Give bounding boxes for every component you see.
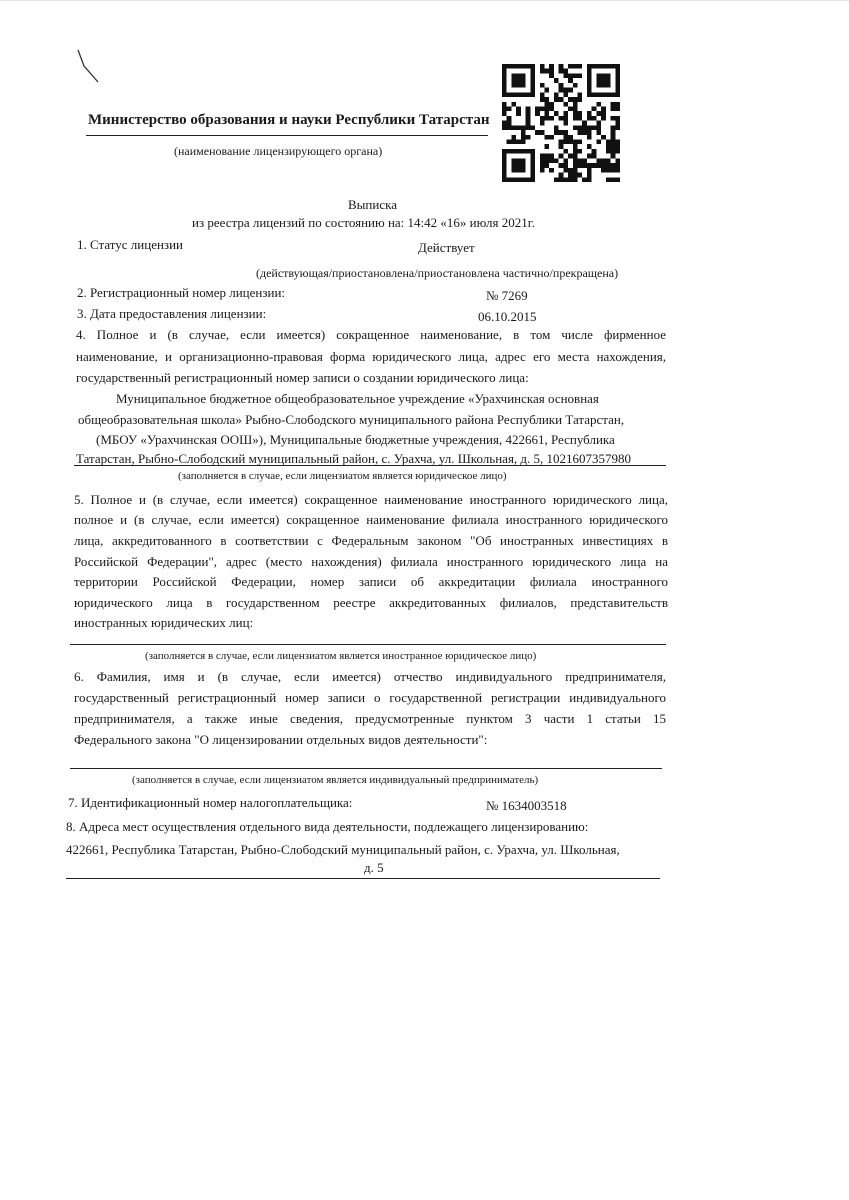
activity-address-label: 8. Адреса мест осуществления отдельного вида деятельности, подлежащего лицензированию: xyxy=(66,819,589,834)
registration-number-value: № 7269 xyxy=(486,288,528,303)
item6-text-line: Федерального закона "О лицензировании отдельных видов деятельности": xyxy=(74,732,488,747)
item5-text-line: полное и (в случае, если имеется) сокращенное наименование филиала иностранного юридического xyxy=(74,512,668,527)
status-value: Действует xyxy=(418,240,475,255)
authority-caption: (наименование лицензирующего органа) xyxy=(174,144,383,158)
qr-code xyxy=(502,64,620,182)
item6-text-line: 6. Фамилия, имя и (в случае, если имеется) отчество индивидуального предпринимателя, xyxy=(74,669,666,684)
authority-underline xyxy=(86,135,488,136)
legal-entity-name-line: Татарстан, Рыбно-Слободский муниципальный район, с. Урахча, ул. Школьная, д. 5, 1021607357980 xyxy=(76,451,632,466)
activity-address-value: 422661, Республика Татарстан, Рыбно-Слободский муниципальный район, с. Урахча, ул. Школьная, xyxy=(66,842,620,857)
item4-text-line: наименование, и организационно-правовая форма юридического лица, адрес его места нахождения, xyxy=(76,349,666,364)
item5-text-line: иностранных юридических лиц: xyxy=(74,615,254,630)
registration-number-label: 2. Регистрационный номер лицензии: xyxy=(77,285,286,300)
item4-text-line: государственный регистрационный номер записи о создании юридического лица: xyxy=(76,370,529,385)
document-title: Выписка xyxy=(348,197,397,212)
legal-entity-name-line: (МБОУ «Урахчинская ООШ»), Муниципальные бюджетные учреждения, 422661, Республика xyxy=(96,432,615,447)
pen-stroke-mark xyxy=(76,48,100,84)
status-caption: (действующая/приостановлена/приостановлена частично/прекращена) xyxy=(256,266,619,280)
item5-text-line: юридического лица в государственном реестре аккредитованных филиалов, представительств xyxy=(74,595,668,610)
legal-entity-name-line: Муниципальное бюджетное общеобразовательное учреждение «Урахчинская основная xyxy=(116,391,599,406)
inn-label: 7. Идентификационный номер налогоплательщика: xyxy=(68,795,353,810)
inn-value: № 1634003518 xyxy=(486,798,567,813)
licensing-authority-name: Министерство образования и науки Республики Татарстан xyxy=(88,112,490,128)
document-subtitle: из реестра лицензий по состоянию на: 14:42 «16» июля 2021г. xyxy=(192,215,535,230)
item5-text-line: Российской Федерации", адрес (место нахождения) филиала иностранного юридического лица на xyxy=(74,554,668,569)
license-date-value: 06.10.2015 xyxy=(478,309,537,324)
item5-text-line: территории Российской Федерации, номер записи об аккредитации филиала иностранного xyxy=(74,574,668,589)
item5-text-line: лица, аккредитованного в соответствии с Федеральным законом "Об иностранных инвестициях в xyxy=(74,533,668,548)
foreign-entity-underline xyxy=(70,644,666,645)
activity-address-underline xyxy=(66,878,660,879)
item4-text-line: 4. Полное и (в случае, если имеется) сокращенное наименование, в том числе фирменное xyxy=(76,327,666,342)
status-label: 1. Статус лицензии xyxy=(77,237,183,252)
item6-text-line: государственный регистрационный номер записи о государственной регистрации индивидуального xyxy=(74,690,666,705)
item6-text-line: предпринимателя, а также иные сведения, предусмотренные пунктом 3 части 1 статьи 15 xyxy=(74,711,666,726)
entrepreneur-caption: (заполняется в случае, если лицензиатом является индивидуальный предприниматель) xyxy=(132,774,539,786)
qr-code-modules xyxy=(502,64,620,182)
legal-entity-name-line: общеобразовательная школа» Рыбно-Слободского муниципального района Республики Татарстан, xyxy=(78,412,625,427)
foreign-entity-caption: (заполняется в случае, если лицензиатом является иностранное юридическое лицо) xyxy=(145,650,537,662)
legal-entity-caption: (заполняется в случае, если лицензиатом является юридическое лицо) xyxy=(178,470,507,482)
legal-entity-underline xyxy=(74,465,666,466)
entrepreneur-underline xyxy=(70,768,662,769)
item5-text-line: 5. Полное и (в случае, если имеется) сокращенное наименование иностранного юридического лица, xyxy=(74,492,668,507)
activity-address-value-cont: д. 5 xyxy=(364,860,384,875)
license-date-label: 3. Дата предоставления лицензии: xyxy=(77,306,267,321)
